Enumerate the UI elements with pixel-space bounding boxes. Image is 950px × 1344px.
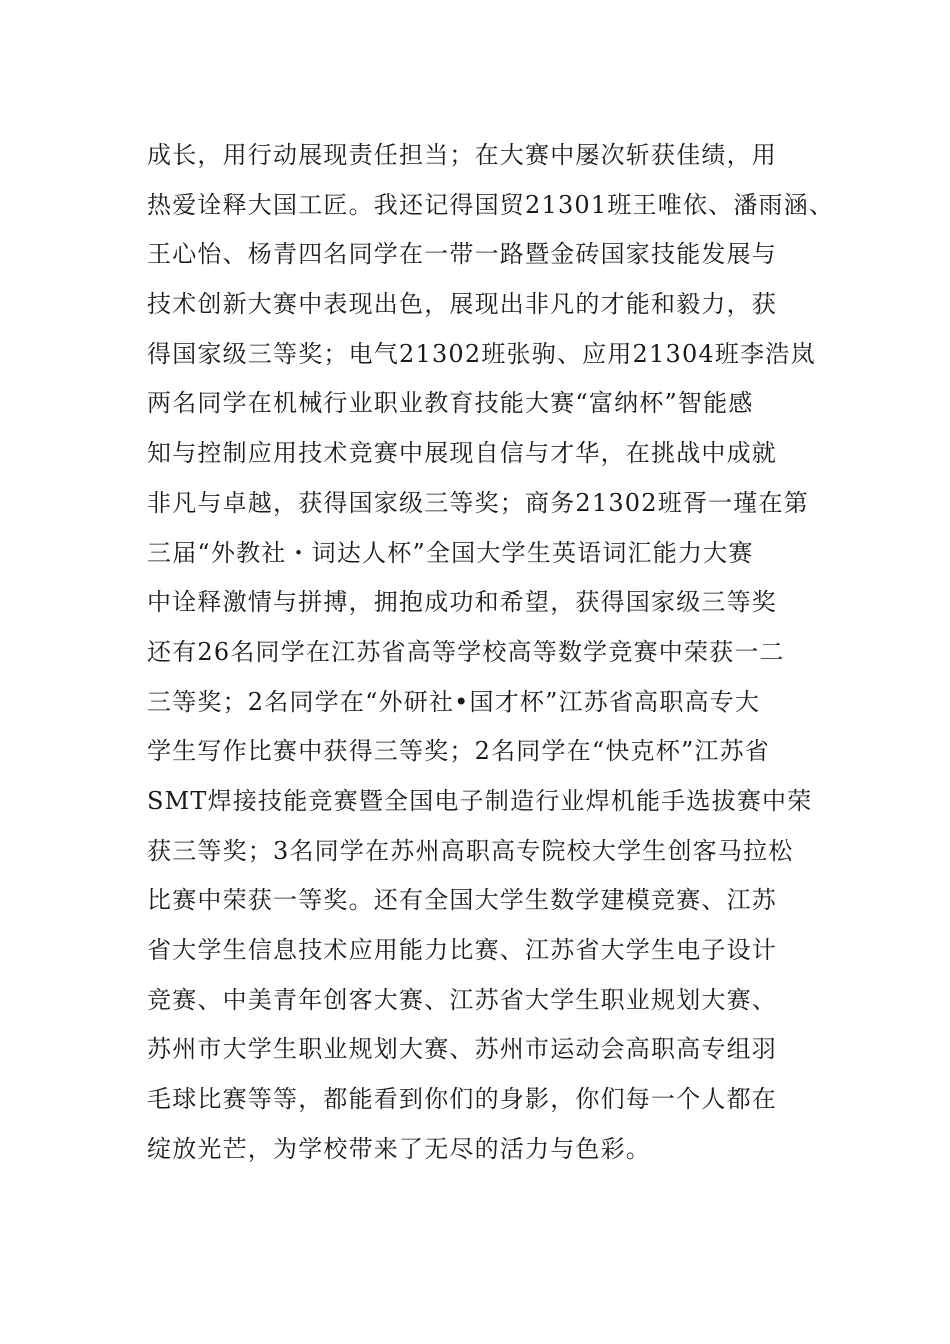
text-line: 得国家级三等奖；电气21302班张驹、应用21304班李浩岚 xyxy=(147,339,816,368)
text-line: 学生写作比赛中获得三等奖；2名同学在“快克杯”江苏省 xyxy=(147,737,771,766)
text-line: 绽放光芒，为学校带来了无尽的活力与色彩。 xyxy=(147,1134,651,1163)
text-line: 成长，用行动展现责任担当；在大赛中屡次斩获佳绩，用 xyxy=(147,141,777,169)
text-line: 比赛中荣获一等奖。还有全国大学生数学建模竞赛、江苏 xyxy=(147,886,777,915)
text-line: 知与控制应用技术竞赛中展现自信与才华，在挑战中成就 xyxy=(147,439,777,468)
text-line: 省大学生信息技术应用能力比赛、江苏省大学生电子设计 xyxy=(147,936,777,964)
text-line: 获三等奖；3名同学在苏州高职高专院校大学生创客马拉松 xyxy=(147,836,794,865)
text-line: 技术创新大赛中表现出色，展现出非凡的才能和毅力，获 xyxy=(147,290,777,319)
text-line: 中诠释激情与拼搏，拥抱成功和希望，获得国家级三等奖 xyxy=(147,588,777,617)
text-line: SMT焊接技能竞赛暨全国电子制造行业焊机能手选拔赛中荣 xyxy=(147,786,813,815)
text-line: 三等奖；2名同学在“外研社•国才杯”江苏省高职高专大 xyxy=(147,687,761,716)
text-line: 王心怡、杨青四名同学在一带一路暨金砖国家技能发展与 xyxy=(147,240,777,269)
text-line: 三届“外教社・词达人杯”全国大学生英语词汇能力大赛 xyxy=(147,538,754,567)
body-paragraph xyxy=(147,131,847,1174)
text-line: 两名同学在机械行业职业教育技能大赛“富纳杯”智能感 xyxy=(147,389,754,418)
text-line: 热爱诠释大国工匠。我还记得国贸21301班王唯依、潘雨涵、 xyxy=(147,190,835,219)
text-line: 苏州市大学生职业规划大赛、苏州市运动会高职高专组羽 xyxy=(147,1035,777,1064)
text-line: 竞赛、中美青年创客大赛、江苏省大学生职业规划大赛、 xyxy=(147,985,777,1014)
text-line: 毛球比赛等等，都能看到你们的身影，你们每一个人都在 xyxy=(147,1085,777,1114)
text-line: 还有26名同学在江苏省高等学校高等数学竞赛中荣获一二 xyxy=(147,637,785,666)
text-line: 非凡与卓越，获得国家级三等奖；商务21302班胥一瑾在第 xyxy=(147,488,809,517)
